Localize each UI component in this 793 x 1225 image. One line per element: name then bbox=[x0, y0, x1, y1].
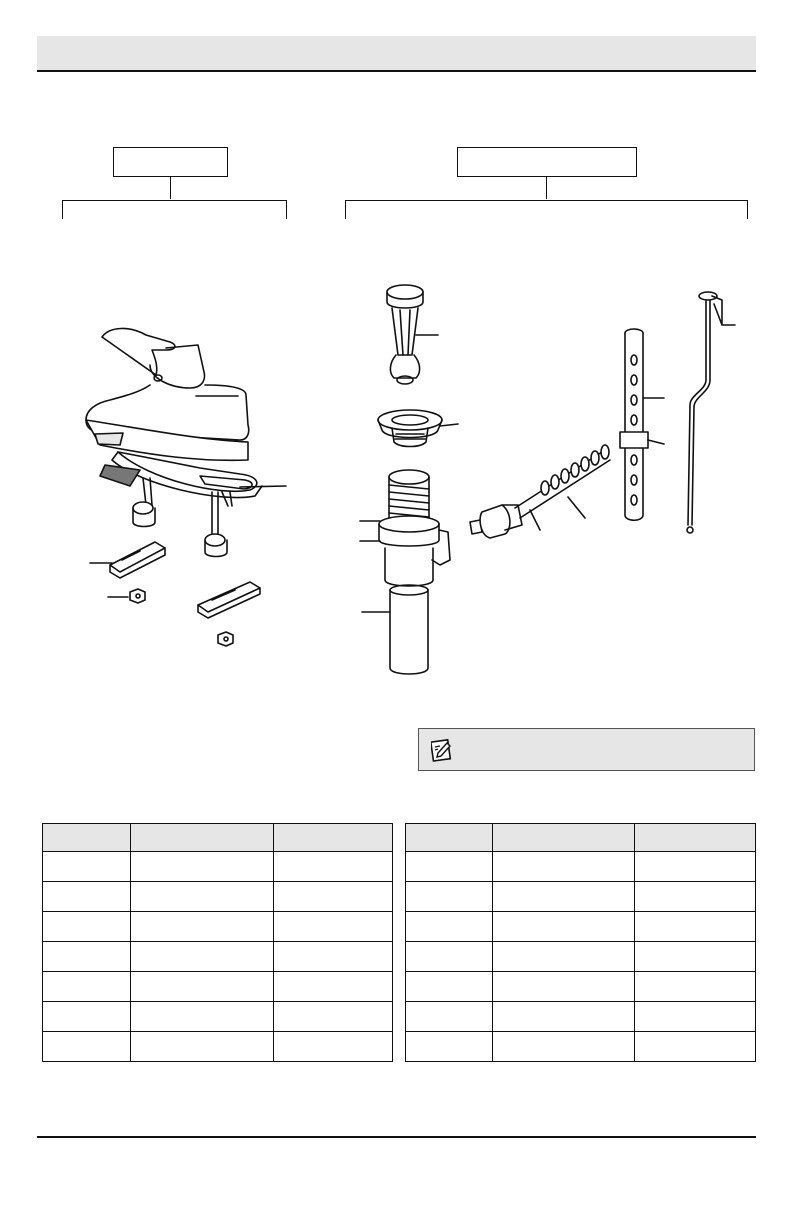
table-row bbox=[43, 1032, 393, 1062]
table-cell bbox=[131, 1032, 274, 1062]
table-cell bbox=[43, 942, 131, 972]
pivot-rod-image bbox=[470, 445, 610, 538]
table-cell bbox=[406, 1002, 493, 1032]
table-cell bbox=[43, 1002, 131, 1032]
table-cell bbox=[131, 972, 274, 1002]
table-row bbox=[406, 972, 756, 1002]
faucet-image bbox=[86, 328, 286, 556]
table-cell bbox=[635, 852, 756, 882]
table-cell bbox=[493, 942, 635, 972]
table-cell bbox=[635, 1032, 756, 1062]
table-cell bbox=[493, 1002, 635, 1032]
table-row bbox=[43, 942, 393, 972]
table-cell bbox=[43, 912, 131, 942]
table-cell bbox=[493, 1032, 635, 1062]
table-cell bbox=[43, 1032, 131, 1062]
column-header bbox=[131, 824, 274, 852]
table-cell bbox=[635, 942, 756, 972]
table-cell bbox=[43, 852, 131, 882]
table-cell bbox=[274, 852, 393, 882]
table-row bbox=[406, 942, 756, 972]
table-cell bbox=[43, 882, 131, 912]
column-header bbox=[274, 824, 393, 852]
table-cell bbox=[493, 852, 635, 882]
table-cell bbox=[131, 912, 274, 942]
table-cell bbox=[635, 1002, 756, 1032]
mounting-hardware bbox=[90, 542, 260, 646]
table-cell bbox=[274, 882, 393, 912]
table-cell bbox=[406, 912, 493, 942]
extension-strap-image bbox=[620, 329, 664, 520]
table-cell bbox=[406, 882, 493, 912]
lift-rod-image bbox=[687, 292, 735, 533]
drain-body-image bbox=[360, 470, 450, 674]
table-cell bbox=[406, 942, 493, 972]
footer-divider bbox=[37, 1136, 756, 1138]
popup-stopper-image bbox=[387, 285, 438, 384]
note-box bbox=[418, 728, 755, 771]
table-cell bbox=[635, 882, 756, 912]
table-header-row bbox=[406, 824, 756, 852]
table-row bbox=[406, 882, 756, 912]
parts-table-drain bbox=[405, 823, 756, 1062]
table-cell bbox=[406, 972, 493, 1002]
column-header bbox=[635, 824, 756, 852]
table-row bbox=[43, 1002, 393, 1032]
parts-table-faucet bbox=[42, 823, 393, 1062]
note-pencil-icon bbox=[431, 738, 453, 762]
table-cell bbox=[274, 1032, 393, 1062]
table-cell bbox=[635, 912, 756, 942]
table-row bbox=[43, 972, 393, 1002]
table-row bbox=[406, 1002, 756, 1032]
table-cell bbox=[493, 912, 635, 942]
column-header bbox=[493, 824, 635, 852]
table-cell bbox=[131, 852, 274, 882]
table-cell bbox=[635, 972, 756, 1002]
column-header bbox=[43, 824, 131, 852]
table-cell bbox=[406, 1032, 493, 1062]
table-header-row bbox=[43, 824, 393, 852]
table-row bbox=[406, 1032, 756, 1062]
table-cell bbox=[274, 912, 393, 942]
table-cell bbox=[274, 1002, 393, 1032]
table-cell bbox=[43, 972, 131, 1002]
table-row bbox=[406, 912, 756, 942]
table-row bbox=[406, 852, 756, 882]
table-cell bbox=[406, 852, 493, 882]
table-cell bbox=[274, 942, 393, 972]
table-row bbox=[43, 912, 393, 942]
table-row bbox=[43, 852, 393, 882]
table-cell bbox=[493, 972, 635, 1002]
table-row bbox=[43, 882, 393, 912]
column-header bbox=[406, 824, 493, 852]
table-cell bbox=[493, 882, 635, 912]
drain-flange-image bbox=[378, 410, 458, 447]
table-cell bbox=[274, 972, 393, 1002]
table-cell bbox=[131, 942, 274, 972]
table-cell bbox=[131, 1002, 274, 1032]
table-cell bbox=[131, 882, 274, 912]
